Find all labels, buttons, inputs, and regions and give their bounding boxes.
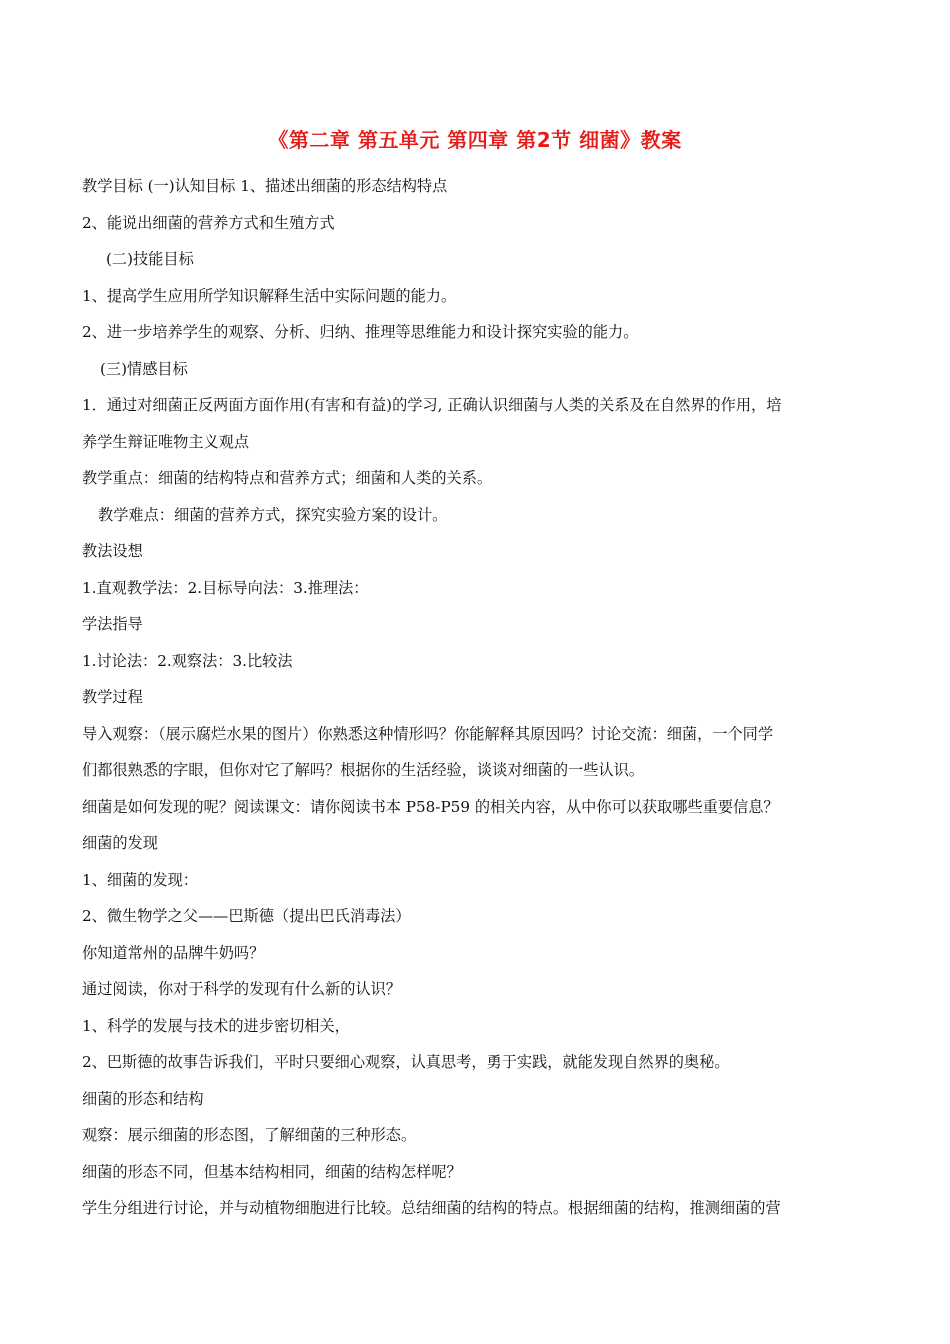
paragraph-line: 1．通过对细菌正反两面方面作用(有害和有益)的学习, 正确认识细菌与人类的关系及在自然界的作用，培: [82, 396, 782, 414]
section-heading: 教学过程: [82, 688, 143, 706]
paragraph-line: 们都很熟悉的字眼，但你对它了解吗？根据你的生活经验，谈谈对细菌的一些认识。: [82, 761, 644, 779]
paragraph-line: 通过阅读，你对于科学的发现有什么新的认识？: [82, 980, 401, 998]
paragraph-line: 2、巴斯德的故事告诉我们，平时只要细心观察，认真思考，勇于实践，就能发现自然界的奥秘。: [82, 1053, 730, 1071]
paragraph-line: 1.直观教学法：2.目标导向法：3.推理法：: [82, 578, 369, 597]
paragraph-line: 你知道常州的品牌牛奶吗？: [82, 943, 265, 962]
section-heading: 细菌的发现: [82, 834, 158, 852]
paragraph-line: 1、提高学生应用所学知识解释生活中实际问题的能力。: [82, 286, 457, 305]
paragraph-line: (三)情感目标: [100, 359, 188, 378]
paragraph-line: 2、微生物学之父——巴斯德（提出巴氏消毒法）: [82, 907, 411, 925]
paragraph-line: 细菌是如何发现的呢？阅读课文：请你阅读书本 P58-P59 的相关内容，从中你可以获取哪些重要信息？: [82, 797, 779, 816]
paragraph-line: 观察：展示细菌的形态图，了解细菌的三种形态。: [82, 1126, 417, 1144]
paragraph-line: (二)技能目标: [106, 250, 194, 268]
paragraph-line: 1、细菌的发现：: [82, 870, 198, 889]
document-body: [82, 172, 882, 1231]
section-heading: 细菌的形态和结构: [82, 1089, 204, 1108]
paragraph-line: 学生分组进行讨论，并与动植物细胞进行比较。总结细菌的结构的特点。根据细菌的结构，推测细菌的营: [82, 1199, 781, 1217]
paragraph-line: 2、进一步培养学生的观察、分析、归纳、推理等思维能力和设计探究实验的能力。: [82, 323, 639, 341]
document-title: 《第二章 第五单元 第四章 第2节 细菌》教案: [268, 128, 682, 152]
paragraph-line: 导入观察：（展示腐烂水果的图片）你熟悉这种情形吗？你能解释其原因吗？讨论交流：细菌，一个同学: [82, 724, 774, 743]
section-heading: 学法指导: [82, 615, 143, 633]
paragraph-line: 教学目标 (一)认知目标 1、描述出细菌的形态结构特点: [82, 177, 448, 195]
paragraph-line: 1.讨论法：2.观察法：3.比较法: [82, 651, 293, 670]
paragraph-line: 2、能说出细菌的营养方式和生殖方式: [82, 213, 335, 232]
paragraph-line: 1、科学的发展与技术的进步密切相关，: [82, 1016, 350, 1035]
paragraph-line: 养学生辩证唯物主义观点: [82, 432, 250, 451]
paragraph-line: 细菌的形态不同，但基本结构相同，细菌的结构怎样呢？: [82, 1162, 462, 1181]
paragraph-line: 教学难点：细菌的营养方式，探究实验方案的设计。: [98, 505, 448, 524]
section-heading: 教法设想: [82, 542, 143, 560]
paragraph-line: 教学重点：细菌的结构特点和营养方式；细菌和人类的关系。: [82, 469, 493, 487]
